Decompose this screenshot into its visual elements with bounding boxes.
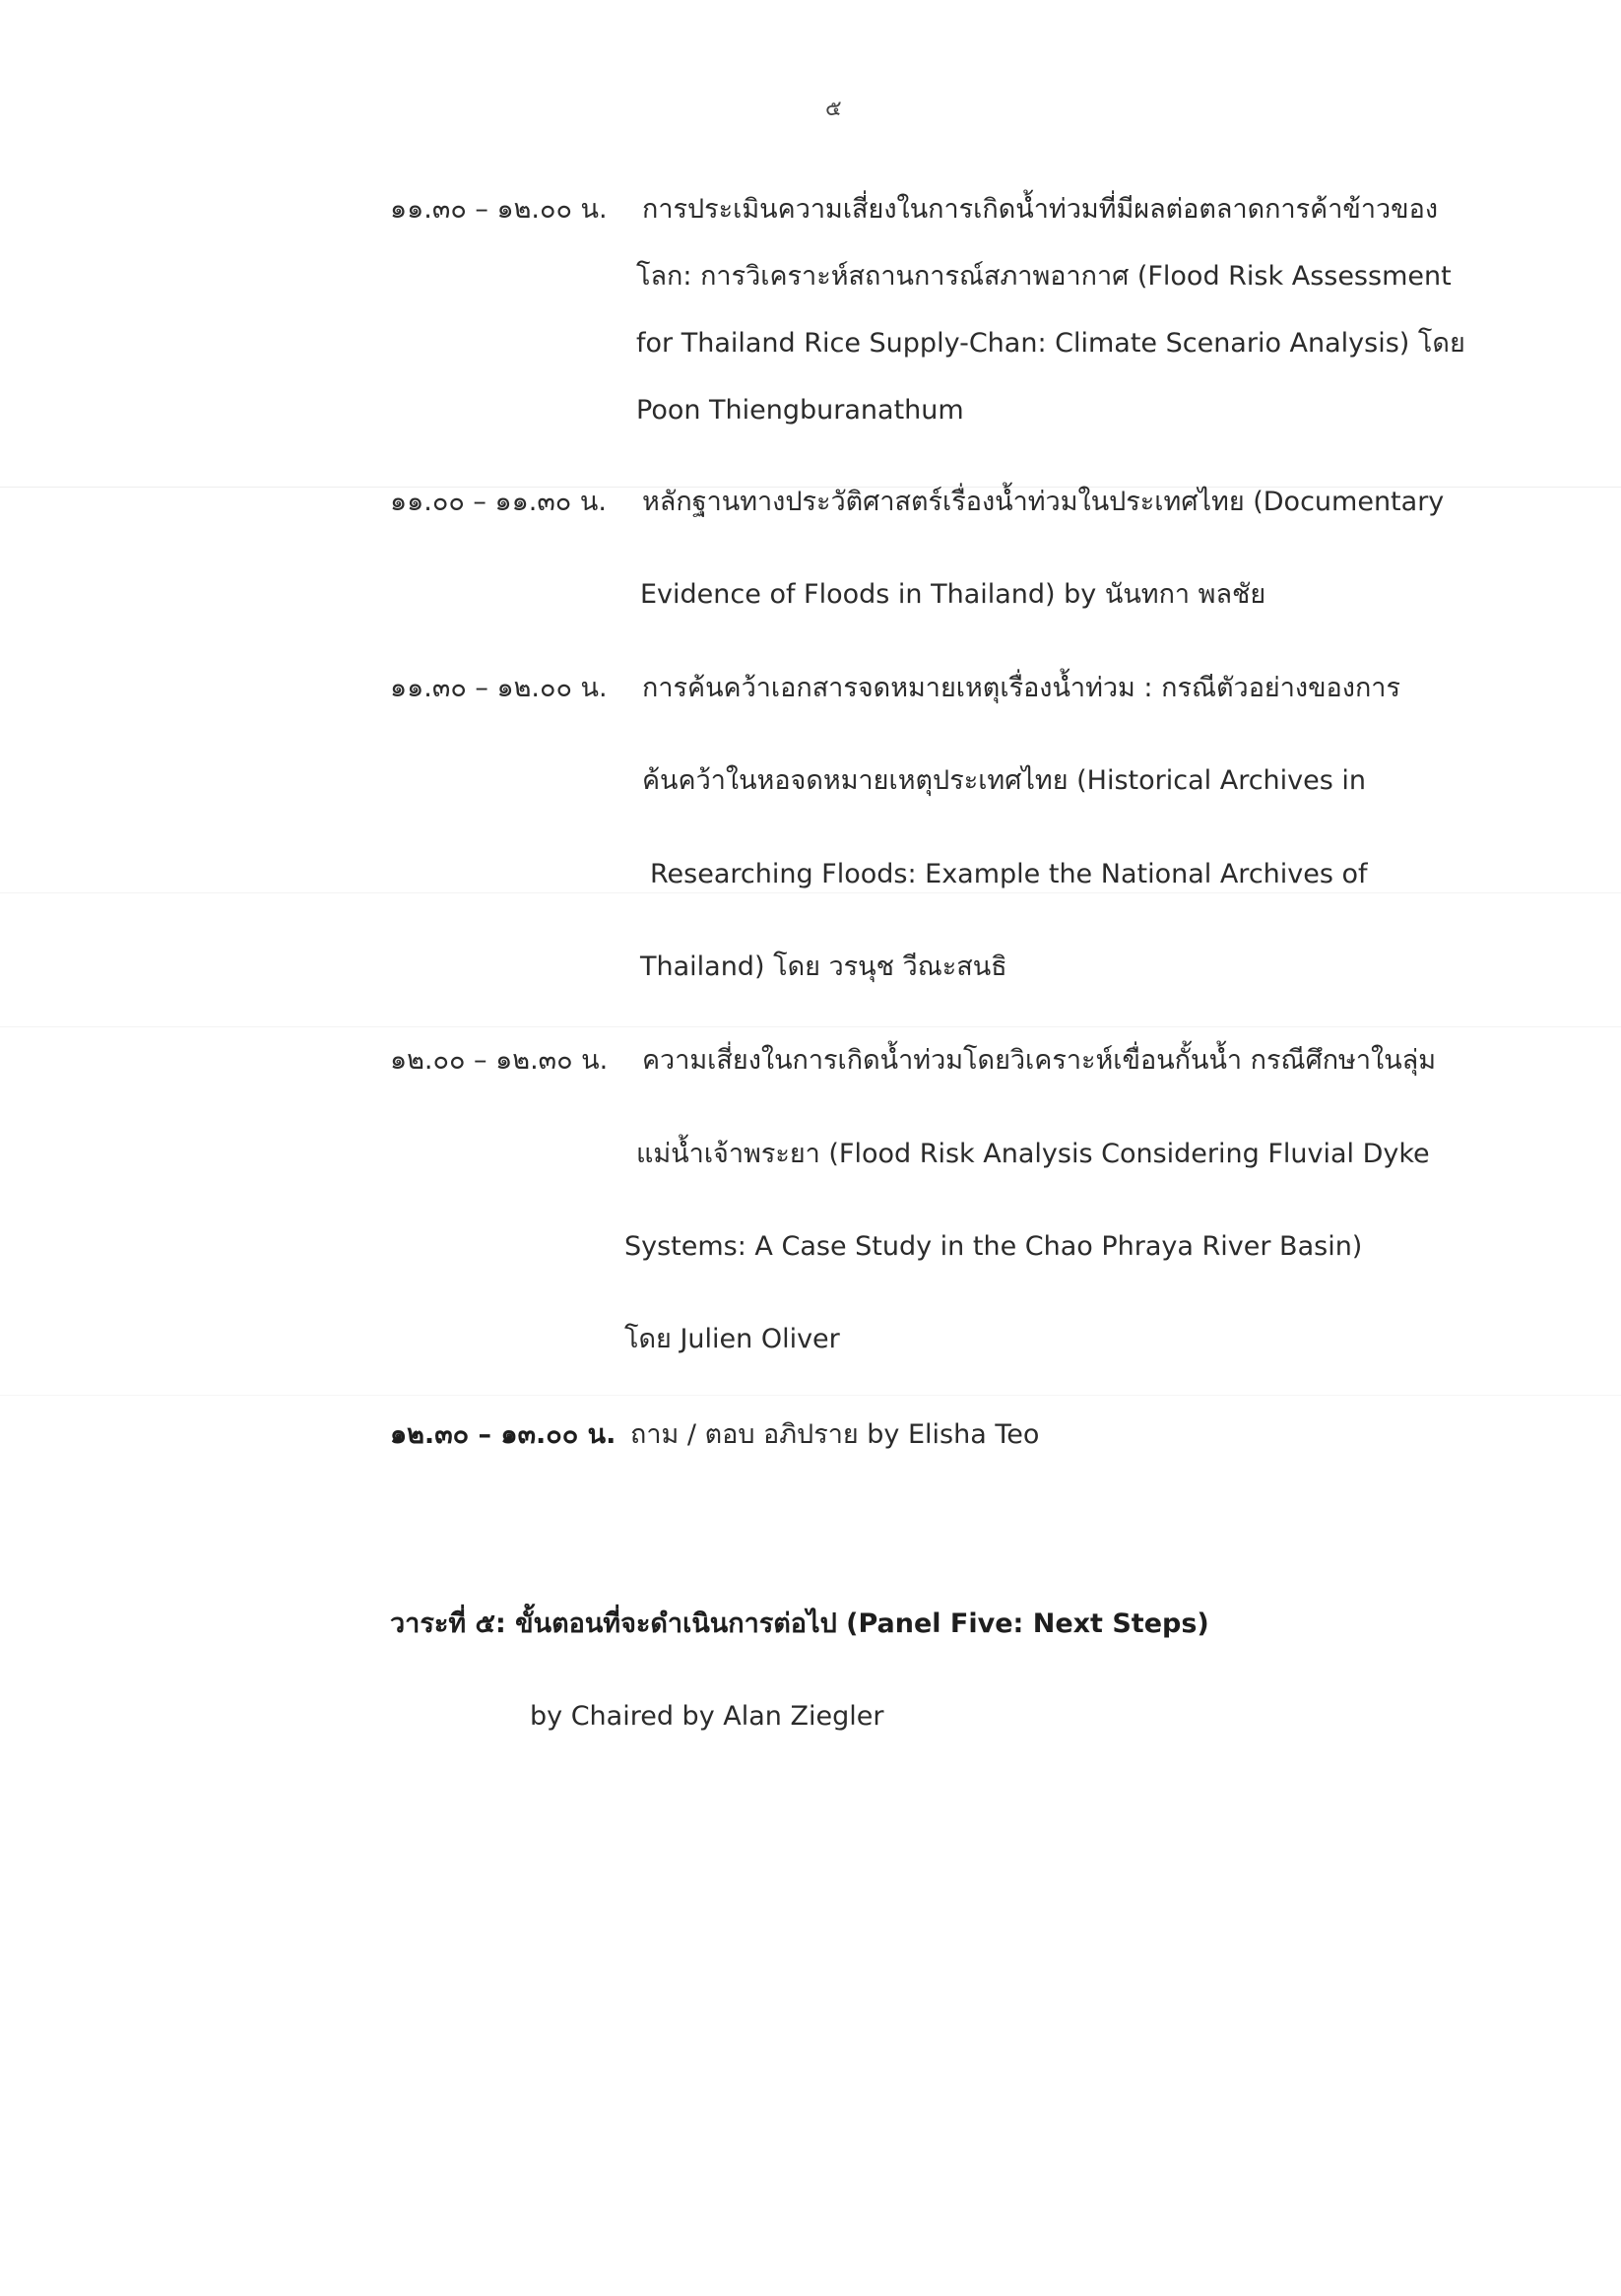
page-number: ๕: [825, 97, 842, 121]
schedule-item-4-line-4: โดย Julien Oliver: [624, 1324, 840, 1354]
schedule-item-1-time: ๑๑.๓๐ – ๑๒.๐๐ น.: [390, 194, 608, 225]
schedule-item-5-time: ๑๒.๓๐ – ๑๓.๐๐ น.: [390, 1419, 616, 1450]
schedule-item-3-line-2: ค้นคว้าในหอจดหมายเหตุประเทศไทย (Historical Archives in: [642, 765, 1367, 796]
schedule-item-1-line-3: for Thailand Rice Supply-Chan: Climate Scenario Analysis) โดย: [636, 328, 1465, 359]
scan-fold-line: [0, 1395, 1621, 1396]
schedule-item-4-time: ๑๒.๐๐ – ๑๒.๓๐ น.: [390, 1045, 609, 1076]
scan-fold-line: [0, 892, 1621, 893]
schedule-item-4-line-2: แม่น้ำเจ้าพระยา (Flood Risk Analysis Considering Fluvial Dyke: [636, 1139, 1430, 1169]
schedule-item-2-line-2: Evidence of Floods in Thailand) by นันทกา พลชัย: [640, 579, 1266, 610]
schedule-item-3-line-4: Thailand) โดย วรนุช วีณะสนธิ: [640, 951, 1007, 982]
schedule-item-1-line-2: โลก: การวิเคราะห์สถานการณ์สภาพอากาศ (Flood Risk Assessment: [636, 261, 1452, 292]
panel-chair: by Chaired by Alan Ziegler: [530, 1701, 884, 1732]
schedule-item-3-line-3: Researching Floods: Example the National Archives of: [650, 859, 1368, 889]
schedule-item-4-line-3: Systems: A Case Study in the Chao Phraya River Basin): [624, 1231, 1363, 1262]
schedule-item-3-time: ๑๑.๓๐ – ๑๒.๐๐ น.: [390, 673, 608, 703]
schedule-item-1-line-1: การประเมินความเสี่ยงในการเกิดน้ำท่วมที่มีผลต่อตลาดการค้าข้าวของ: [642, 194, 1439, 225]
schedule-item-2-line-1: หลักฐานทางประวัติศาสตร์เรื่องน้ำท่วมในประเทศไทย (Documentary: [642, 487, 1445, 517]
scan-fold-line: [0, 1026, 1621, 1027]
panel-heading: วาระที่ ๕: ขั้นตอนที่จะดำเนินการต่อไป (Panel Five: Next Steps): [390, 1608, 1209, 1639]
schedule-item-5-line-1: ถาม / ตอบ อภิปราย by Elisha Teo: [630, 1419, 1040, 1450]
schedule-item-2-time: ๑๑.๐๐ – ๑๑.๓๐ น.: [390, 487, 607, 517]
schedule-item-3-line-1: การค้นคว้าเอกสารจดหมายเหตุเรื่องน้ำท่วม : กรณีตัวอย่างของการ: [642, 673, 1400, 703]
schedule-item-1-line-4: Poon Thiengburanathum: [636, 395, 964, 426]
schedule-item-4-line-1: ความเสี่ยงในการเกิดน้ำท่วมโดยวิเคราะห์เขื่อนกั้นน้ำ กรณีศึกษาในลุ่ม: [642, 1045, 1436, 1076]
